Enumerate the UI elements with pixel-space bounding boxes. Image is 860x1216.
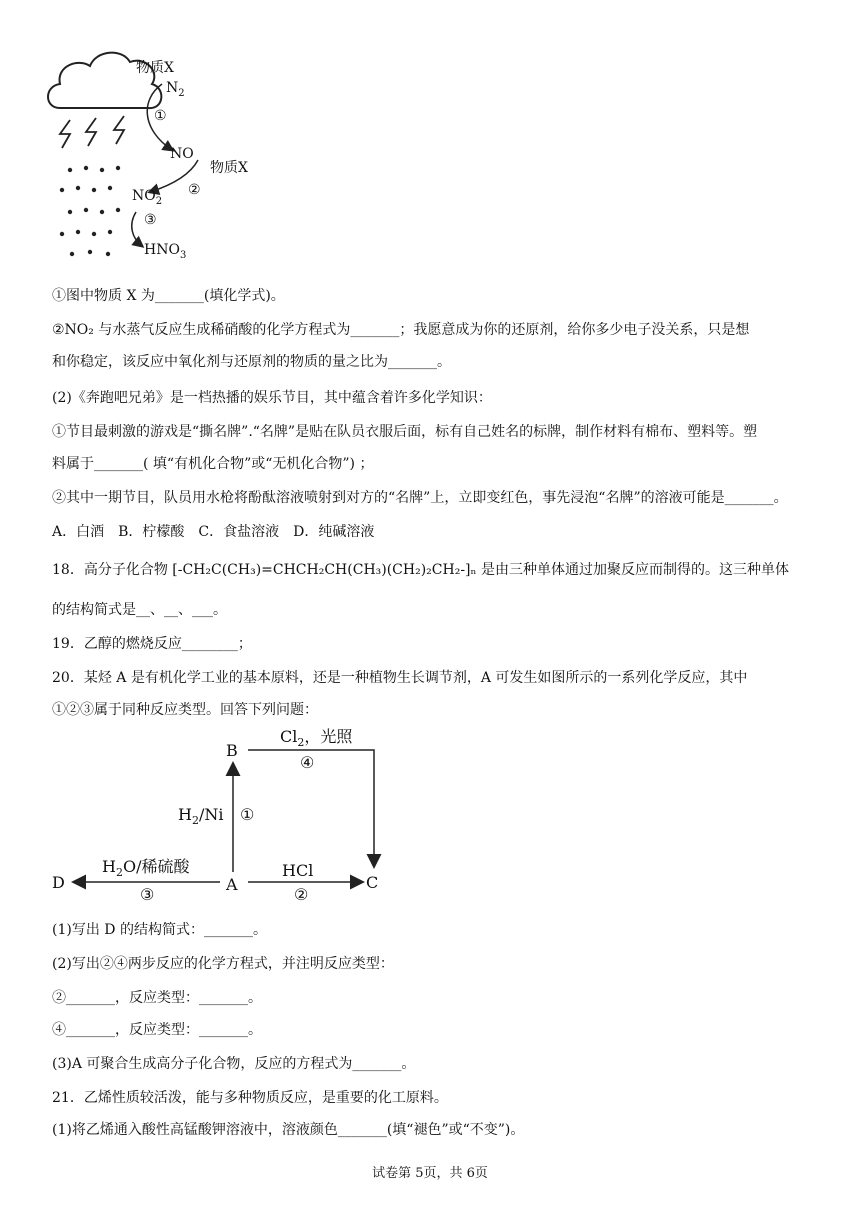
cl2-condition: $Cl_2$，光照: [280, 727, 353, 750]
q2-intro: (2)《奔跑吧兄弟》是一档热播的娱乐节目，其中蕴含着许多化学知识：: [52, 390, 492, 406]
q18-polymer: 18．高分子化合物 [-CH₂C(CH₃)=CHCH₂CH(CH₃)(CH₂)₂CH₂-]ₙ 是由三种单体通过加聚反应而制得的。这三种单体: [52, 562, 790, 578]
q18-monomers: 的结构简式是__、__、___。: [52, 602, 227, 618]
hcl-condition: HCl: [282, 861, 314, 880]
q21-1-kmno4: (1)将乙烯通入酸性高锰酸钾溶液中，溶液颜色_______(填“褪色”或“不变”)。: [52, 1122, 525, 1138]
no-label: NO: [170, 146, 194, 162]
q2-plastic-type: 料属于_______( 填“有机化合物”或“无机化合物”) ；: [52, 456, 374, 472]
node-c: C: [366, 873, 379, 892]
q19-ethanol: 19．乙醇的燃烧反应________；: [52, 636, 252, 652]
page-footer: 试卷第 5页，共 6页: [372, 1166, 488, 1181]
q2-phenolphthalein: ②其中一期节目，队员用水枪将酚酞溶液喷射到对方的“名牌”上，立即变红色，事先浸泡“名牌”的溶液可能是_______。: [52, 490, 788, 506]
q-oxidant-ratio: 和你稳定，该反应中氧化剂与还原剂的物质的量之比为_______。: [52, 354, 451, 370]
node-b: B: [226, 741, 238, 760]
q-substance-x: ①图中物质 X 为_______(填化学式)。: [52, 288, 285, 304]
step3-marker-2: ③: [140, 885, 155, 904]
step2-marker: ②: [188, 182, 201, 198]
q2-name-tag: ①节目最刺激的游戏是“撕名牌”.“名牌”是贴在队员衣服后面，标有自己姓名的标牌，制作材料有棉布、塑料等。塑: [52, 424, 758, 440]
node-a: A: [226, 875, 238, 894]
q20-intro-2: ①②③属于同种反应类型。回答下列问题：: [52, 702, 318, 718]
h2o-condition: $H_2O/$稀硫酸: [102, 857, 190, 880]
hno3-label: $HNO_3$: [144, 242, 187, 261]
q20-2-equations: (2)写出②④两步反应的化学方程式，并注明反应类型：: [52, 956, 394, 972]
q21-intro: 21．乙烯性质较活泼，能与多种物质反应，是重要的化工原料。: [52, 1090, 448, 1106]
no2-label: $NO_2$: [132, 188, 163, 207]
q20-2-step4: ④_______，反应类型：_______。: [52, 1022, 262, 1038]
q2-options: A．白酒 B．柠檬酸 C．食盐溶液 D．纯碱溶液: [52, 524, 375, 540]
step1-marker-2: ①: [240, 805, 255, 824]
substance-x-label-mid: 物质X: [210, 160, 248, 176]
node-d: D: [52, 873, 65, 892]
q20-3-polymer: (3)A 可聚合生成高分子化合物，反应的方程式为_______。: [52, 1056, 416, 1072]
q20-1-structure-d: (1)写出 D 的结构简式：_______。: [52, 922, 267, 938]
q20-2-step2: ②_______，反应类型：_______。: [52, 990, 262, 1006]
step1-marker: ①: [154, 108, 167, 124]
substance-x-label-top: 物质X: [136, 60, 174, 76]
step2-marker-2: ②: [294, 885, 309, 904]
h2ni-condition: $H_2/Ni$: [178, 805, 224, 828]
step3-marker: ③: [144, 212, 157, 228]
q-no2-equation: ②NO₂ 与水蒸气反应生成稀硝酸的化学方程式为_______；我愿意成为你的还原剂，给你多少电子没关系，只是想: [52, 322, 750, 338]
step4-marker: ④: [300, 753, 315, 772]
q20-intro: 20．某烃 A 是有机化学工业的基本原料，还是一种植物生长调节剂，A 可发生如图所示的一系列化学反应，其中: [52, 670, 748, 686]
n2-label: $N_2$: [166, 80, 185, 99]
